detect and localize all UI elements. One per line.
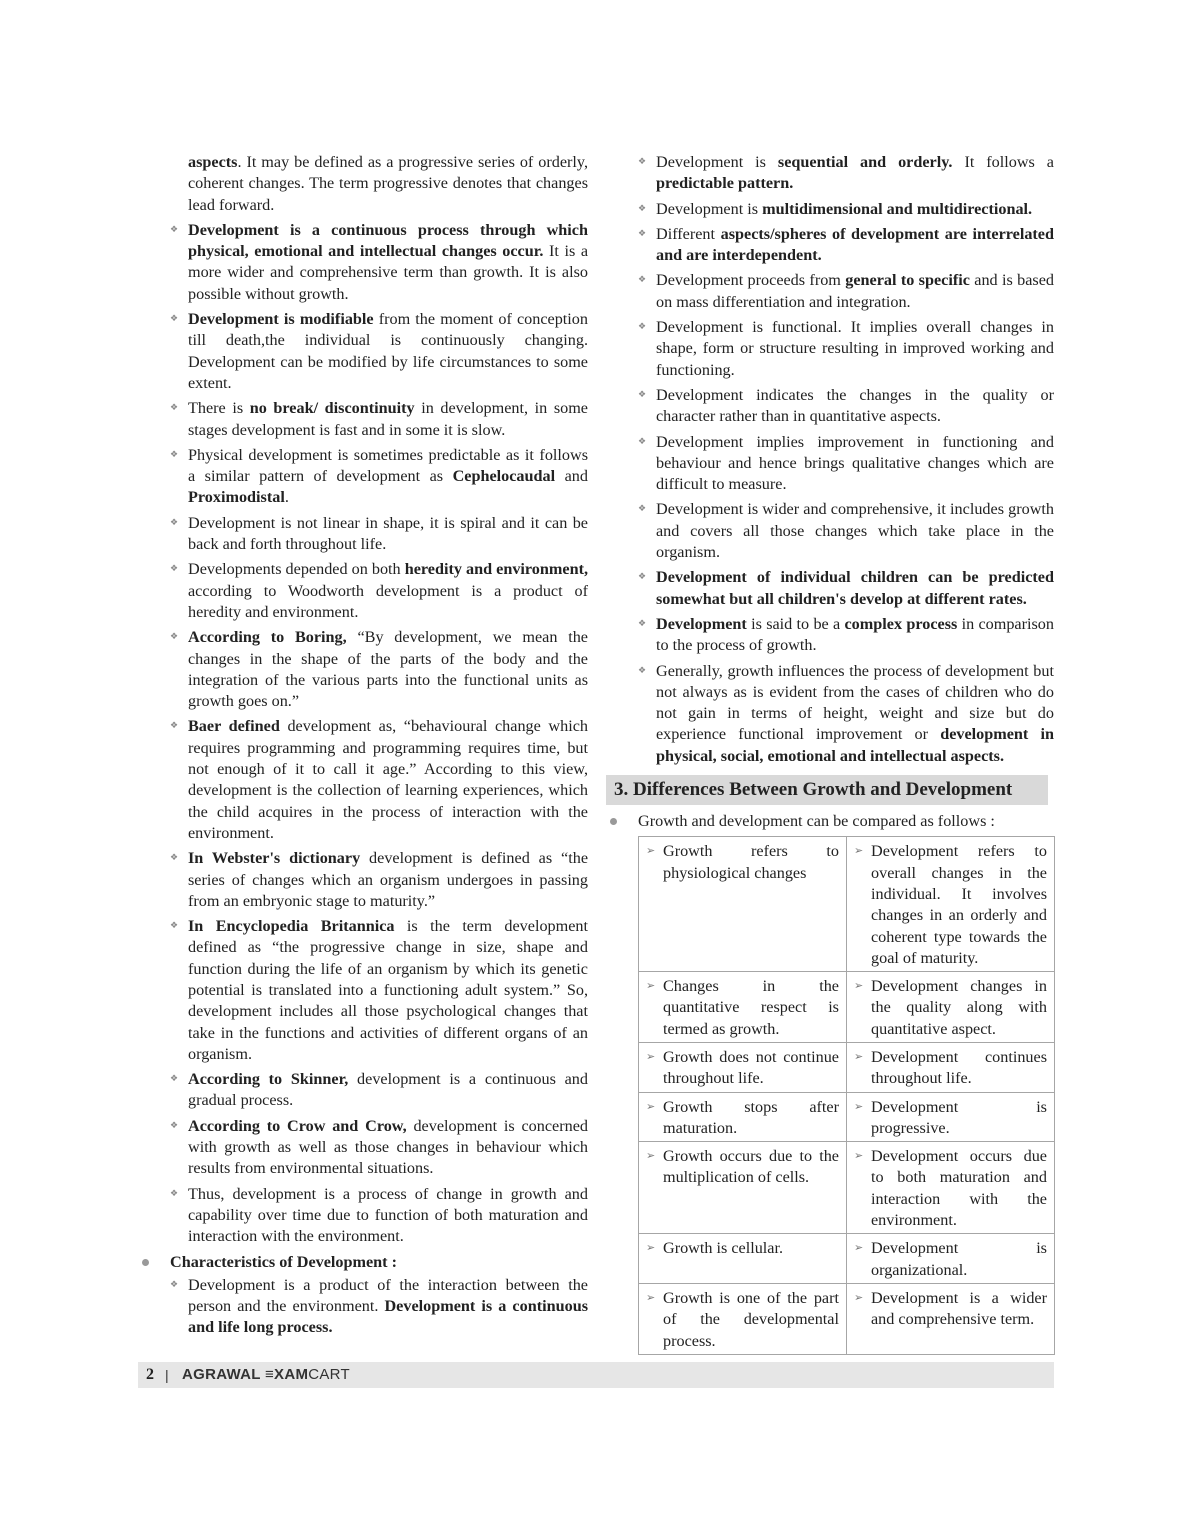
- development-cell: ➢ Development is a wider and comprehensive term.: [847, 1283, 1055, 1354]
- list-item: ❖ Development is modifiable from the moment of conception till death,the individual is continuously changing. Development can be modified by life circumstances to some extent.: [170, 310, 588, 392]
- diamond-bullet-icon: ❖: [638, 228, 647, 239]
- diamond-bullet-icon: ❖: [638, 618, 647, 629]
- diamond-bullet-icon: ❖: [170, 564, 179, 575]
- list-item: ❖ Development is a product of the interaction between the person and the environment. Development is a continuous and life long process.: [170, 1275, 588, 1337]
- arrowhead-bullet-icon: ➢: [854, 979, 864, 993]
- diamond-bullet-icon: ❖: [638, 504, 647, 515]
- growth-cell: ➢ Growth does not continue throughout life.: [639, 1042, 847, 1092]
- list-item: ❖ Physical development is sometimes predictable as it follows a similar pattern of development as Cephelocaudal and Proximodistal.: [170, 445, 588, 507]
- diamond-bullet-icon: ❖: [170, 314, 179, 325]
- diamond-bullet-icon: ❖: [170, 449, 179, 460]
- list-item: ❖ In Encyclopedia Britannica is the term development defined as “the progressive change in size, shape and function during the life of an organism by which its genetic potential is translated into a functioning adult system.” So, development includes all those psychological changes that take in the functions and activities of different organs of an organism.: [170, 917, 588, 1063]
- growth-cell: ➢ Growth refers to physiological changes: [639, 837, 847, 972]
- diamond-bullet-icon: ❖: [170, 1074, 179, 1085]
- diamond-bullet-icon: ❖: [170, 721, 179, 732]
- list-item: ❖ Development is multidimensional and multidirectional.: [638, 199, 1033, 218]
- arrowhead-bullet-icon: ➢: [854, 1290, 864, 1304]
- footer-separator: |: [165, 1367, 169, 1383]
- right-item-list: [606, 152, 1054, 767]
- arrowhead-bullet-icon: ➢: [854, 1241, 864, 1255]
- table-row: [639, 1234, 1055, 1284]
- development-cell: ➢ Development occurs due to both maturation and interaction with the environment.: [847, 1142, 1055, 1234]
- list-item: ❖ Development is sequential and orderly. It follows a predictable pattern.: [638, 153, 1054, 193]
- brand-logo: AGRAWAL ≡XAMCART: [182, 1366, 351, 1383]
- page-footer: [138, 1362, 1054, 1388]
- list-item: ❖ Development is not linear in shape, it is spiral and it can be back and forth throughout life.: [170, 513, 588, 554]
- diamond-bullet-icon: ❖: [170, 632, 179, 643]
- list-item: ❖ Development is said to be a complex process in comparison to the process of growth.: [638, 614, 1054, 655]
- development-cell: ➢ Development is organizational.: [847, 1234, 1055, 1284]
- arrowhead-bullet-icon: ➢: [646, 1099, 656, 1113]
- list-item: ❖ There is no break/ discontinuity in development, in some stages development is fast and in some it is slow.: [170, 399, 588, 439]
- list-item: ❖ Thus, development is a process of change in growth and capability over time due to function of both maturation and interaction with the environment.: [170, 1184, 588, 1246]
- diamond-bullet-icon: ❖: [170, 1120, 179, 1131]
- table-row: [639, 1042, 1055, 1092]
- section-heading: 3. Differences Between Growth and Development: [606, 775, 1048, 805]
- round-bullet-icon: [610, 818, 617, 825]
- table-row: [639, 1283, 1055, 1354]
- left-item-list: [138, 220, 588, 1248]
- arrowhead-bullet-icon: ➢: [646, 1290, 656, 1304]
- growth-cell: ➢ Growth stops after maturation.: [639, 1092, 847, 1142]
- list-item: ❖ Baer defined development as, “behavioural change which requires programming and programming requires time, but not enough of it to call it age.” According to this view, development is the collection of learning experiences, which the child acquires in the process of interaction with the environment.: [170, 717, 588, 842]
- diamond-bullet-icon: ❖: [638, 322, 647, 333]
- section-intro: Growth and development can be compared as follows :: [606, 811, 1054, 832]
- list-item: ❖ Developments depended on both heredity and environment, according to Woodworth development is a product of heredity and environment.: [170, 560, 589, 621]
- arrowhead-bullet-icon: ➢: [646, 844, 656, 858]
- arrowhead-bullet-icon: ➢: [854, 1099, 864, 1113]
- list-item: ❖ In Webster's dictionary development is defined as “the series of changes which an organism undergoes in passing from an embryonic stage to maturity.”: [170, 849, 589, 910]
- diamond-bullet-icon: ❖: [170, 517, 179, 528]
- diamond-bullet-icon: ❖: [638, 436, 647, 447]
- table-row: [639, 972, 1055, 1043]
- list-item: ❖ Development proceeds from general to specific and is based on mass differentiation and integration.: [638, 271, 1054, 311]
- arrowhead-bullet-icon: ➢: [646, 979, 656, 993]
- diamond-bullet-icon: ❖: [170, 853, 179, 864]
- growth-cell: ➢ Growth occurs due to the multiplication of cells.: [639, 1142, 847, 1234]
- table-row: [639, 1142, 1055, 1234]
- page-number: 2: [146, 1366, 154, 1383]
- arrowhead-bullet-icon: ➢: [854, 1149, 864, 1163]
- left-column: [138, 152, 588, 1343]
- characteristics-heading: Characteristics of Development :: [138, 1252, 588, 1273]
- list-item: ❖ According to Skinner, development is a continuous and gradual process.: [170, 1070, 588, 1110]
- list-item: ❖ Development is wider and comprehensive, it includes growth and covers all those changes which take place in the organism.: [638, 500, 1054, 562]
- list-item: ❖ According to Boring, “By development, we mean the changes in the shape of the parts of the body and the integration of the various parts into the functional units as growth goes on.”: [170, 628, 588, 711]
- arrowhead-bullet-icon: ➢: [646, 1241, 656, 1255]
- arrowhead-bullet-icon: ➢: [646, 1149, 656, 1163]
- diamond-bullet-icon: ❖: [638, 157, 647, 167]
- diamond-bullet-icon: ❖: [638, 389, 647, 400]
- list-item: ❖ According to Crow and Crow, development is concerned with growth as well as those changes in behaviour which results from environmental situations.: [170, 1116, 588, 1178]
- right-column: [606, 152, 1054, 1355]
- growth-cell: ➢ Growth is cellular.: [639, 1234, 847, 1284]
- diamond-bullet-icon: ❖: [170, 921, 179, 932]
- diamond-bullet-icon: ❖: [638, 572, 647, 583]
- characteristics-item-list: [138, 1275, 588, 1339]
- development-cell: ➢ Development continues throughout life.: [847, 1042, 1055, 1092]
- diamond-bullet-icon: ❖: [170, 1279, 179, 1290]
- growth-cell: ➢ Changes in the quantitative respect is termed as growth.: [639, 972, 847, 1043]
- comparison-table: [638, 836, 1055, 1355]
- development-cell: ➢ Development changes in the quality along with quantitative aspect.: [847, 972, 1055, 1043]
- diamond-bullet-icon: ❖: [638, 275, 647, 286]
- continuation-paragraph: aspects. It may be defined as a progressive series of orderly, coherent changes. The term progressive denotes that changes lead forward.: [188, 153, 588, 214]
- growth-cell: ➢ Growth is one of the part of the developmental process.: [639, 1283, 847, 1354]
- list-item: ❖ Generally, growth influences the process of development but not always as is evident from the cases of children who do not gain in terms of height, weight and size but do experience functional improvement or development in physical, social, emotional and intellectual aspects.: [638, 661, 1054, 765]
- list-item: ❖ Development of individual children can be predicted somewhat but all children's develop at different rates.: [638, 568, 1054, 608]
- diamond-bullet-icon: ❖: [638, 203, 647, 214]
- diamond-bullet-icon: ❖: [170, 403, 179, 414]
- arrowhead-bullet-icon: ➢: [854, 844, 864, 858]
- list-item: ❖ Different aspects/spheres of development are interrelated and are interdependent.: [638, 224, 1054, 265]
- list-item: ❖ Development is a continuous process through which physical, emotional and intellectual changes occur. It is a more wider and comprehensive term than growth. It is also possible without growth.: [170, 220, 588, 303]
- diamond-bullet-icon: ❖: [638, 665, 647, 676]
- list-item: ❖ Development indicates the changes in the quality or character rather than in quantitative aspects.: [638, 385, 1054, 426]
- table-row: [639, 1092, 1055, 1142]
- development-cell: ➢ Development is progressive.: [847, 1092, 1055, 1142]
- diamond-bullet-icon: ❖: [170, 224, 179, 235]
- round-bullet-icon: [142, 1259, 149, 1266]
- list-item: ❖ Development implies improvement in functioning and behaviour and hence brings qualitative changes which are difficult to measure.: [638, 432, 1054, 494]
- arrowhead-bullet-icon: ➢: [646, 1049, 656, 1063]
- table-row: [639, 837, 1055, 972]
- diamond-bullet-icon: ❖: [170, 1188, 179, 1199]
- list-item: ❖ Development is functional. It implies overall changes in shape, form or structure resulting in improved working and functioning.: [638, 318, 1054, 379]
- arrowhead-bullet-icon: ➢: [854, 1049, 864, 1063]
- development-cell: ➢ Development refers to overall changes in the individual. It involves changes in an orderly and coherent type towards the goal of maturity.: [847, 837, 1055, 972]
